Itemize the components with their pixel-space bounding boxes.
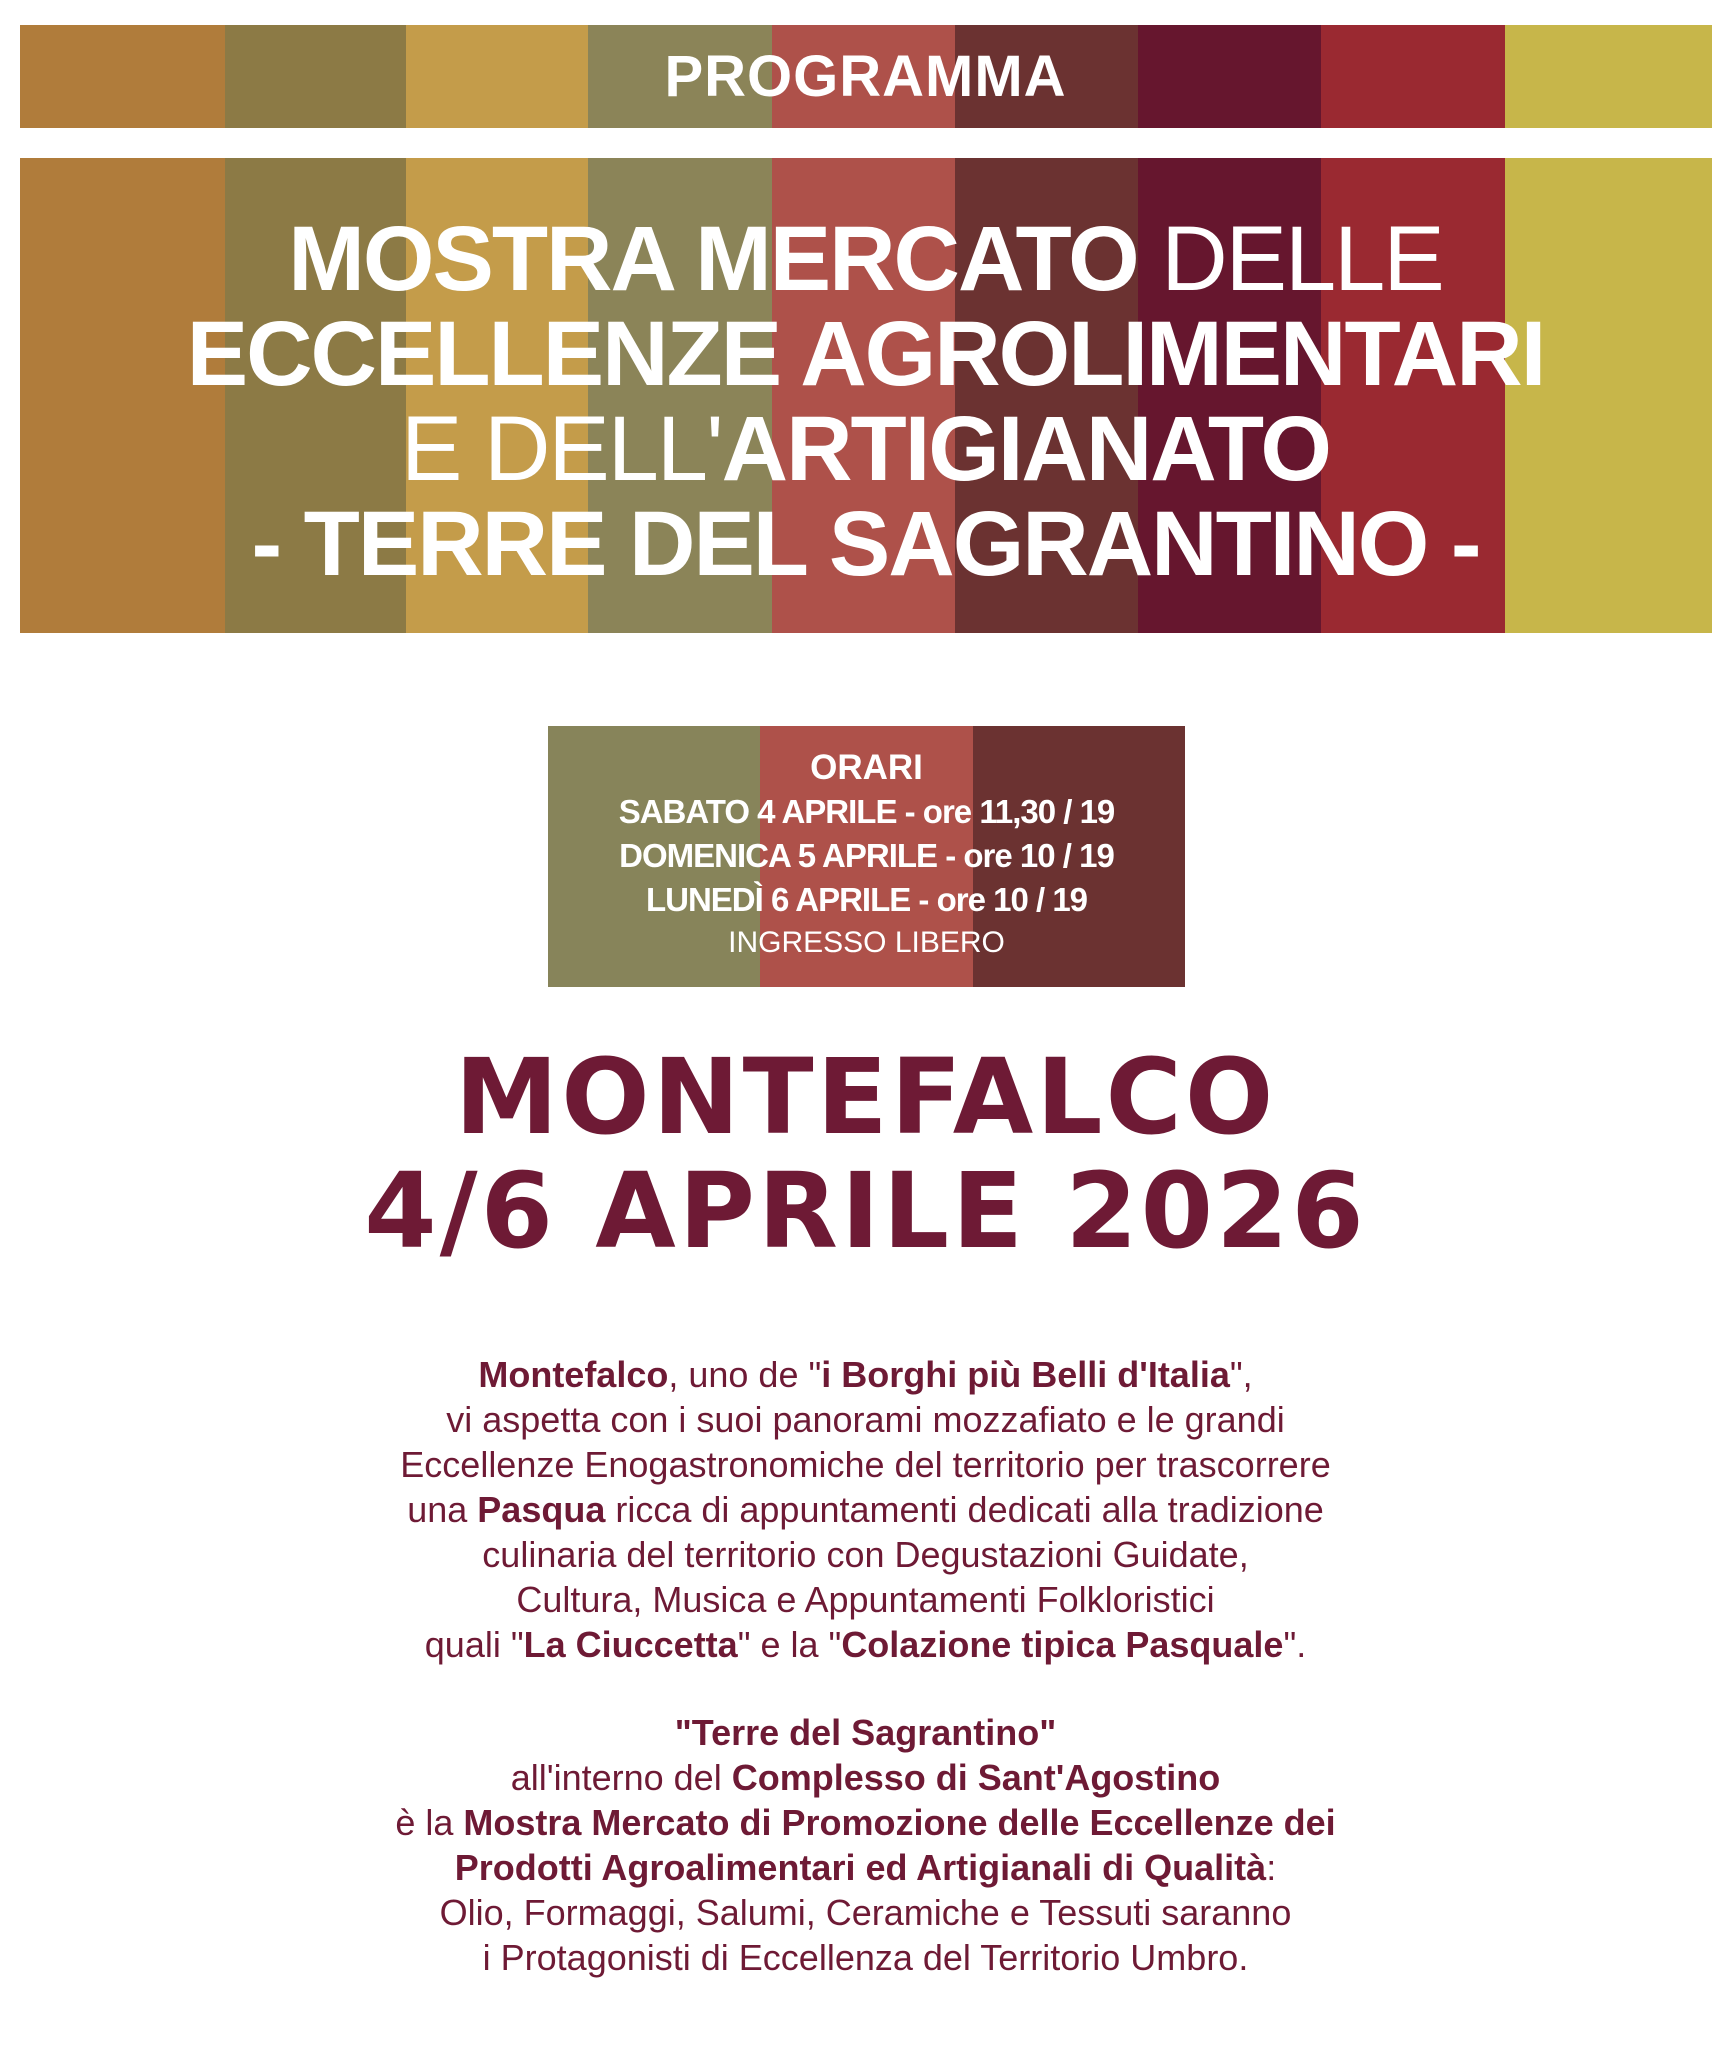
city-date-block: [0, 1036, 1731, 1272]
intro-line: una Pasqua ricca di appuntamenti dedicati alla tradizione: [407, 1489, 1324, 1530]
market-line: i Protagonisti di Eccellenza del Territorio Umbro.: [482, 1937, 1249, 1978]
market-line: è la Mostra Mercato di Promozione delle Eccellenze dei: [395, 1802, 1336, 1843]
city-name: MONTEFALCO: [454, 1036, 1277, 1158]
market-line: "Terre del Sagrantino": [674, 1712, 1057, 1753]
event-headline: [0, 208, 1731, 595]
headline-line-3: E DELL'ARTIGIANATO: [401, 398, 1330, 500]
orari-row-saturday: SABATO 4 APRILE - ore 11,30 / 19: [618, 793, 1115, 830]
intro-line: Montefalco, uno de "i Borghi più Belli d'Italia",: [478, 1354, 1253, 1395]
orari-schedule: [548, 746, 1185, 964]
market-line: Olio, Formaggi, Salumi, Ceramiche e Tessuti saranno: [439, 1892, 1292, 1933]
orari-title: ORARI: [810, 748, 923, 787]
market-paragraph: [0, 1710, 1731, 1980]
intro-line: culinaria del territorio con Degustazioni Guidate,: [482, 1534, 1249, 1575]
programma-label: PROGRAMMA: [664, 44, 1067, 109]
intro-paragraph: [0, 1352, 1731, 1667]
headline-line-2: ECCELLENZE AGROLIMENTARI: [186, 303, 1545, 405]
headline-line-1: MOSTRA MERCATO DELLE: [288, 208, 1443, 310]
market-line: all'interno del Complesso di Sant'Agostino: [510, 1757, 1221, 1798]
intro-line: quali "La Ciuccetta" e la "Colazione tipica Pasquale".: [424, 1624, 1307, 1665]
orari-row-sunday: DOMENICA 5 APRILE - ore 10 / 19: [619, 837, 1114, 874]
orari-row-monday: LUNEDÌ 6 APRILE - ore 10 / 19: [645, 881, 1088, 918]
intro-line: Cultura, Musica e Appuntamenti Folkloristici: [516, 1579, 1215, 1620]
headline-line-4: - TERRE DEL SAGRANTINO -: [251, 493, 1480, 595]
ingresso-libero: INGRESSO LIBERO: [728, 926, 1005, 959]
event-dates: 4/6 APRILE 2026: [364, 1150, 1367, 1272]
market-line: Prodotti Agroalimentari ed Artigianali di Qualità:: [454, 1847, 1277, 1888]
intro-line: Eccellenze Enogastronomiche del territorio per trascorrere: [400, 1444, 1331, 1485]
intro-line: vi aspetta con i suoi panorami mozzafiato e le grandi: [446, 1399, 1285, 1440]
